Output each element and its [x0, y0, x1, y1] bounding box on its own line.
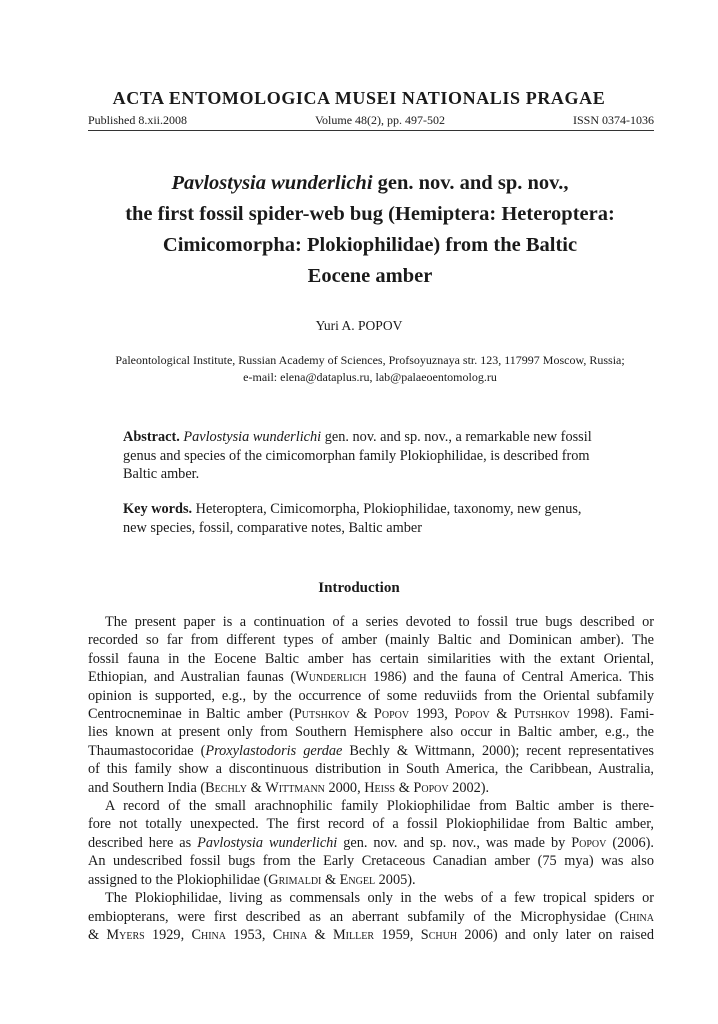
header-rule [88, 130, 654, 131]
paragraph-line: The Plokiophilidae, living as commensals only in the webs of a few tropical spiders or [105, 890, 654, 907]
title-line-3: Cimicomorpha: Plokiophilidae) from the Baltic [162, 234, 578, 256]
paragraph-line: recorded so far from different types of amber (mainly Baltic and Dominican amber). The [88, 632, 654, 649]
paragraph-line: & Myers 1929, China 1953, China & Miller 1959, Schuh 2006) and only later on raised [88, 926, 654, 943]
published-date: Published 8.xii.2008 [88, 113, 188, 127]
paragraph-line: fossil fauna in the Eocene Baltic amber has certain similarities with the extant Oriental, [88, 650, 654, 667]
paragraph-line: assigned to the Plokiophilidae (Grimaldi & Engel 2005). [88, 871, 416, 888]
paragraph-line: fore not totally unexpected. The first record of a fossil Plokiophilidae from Baltic amber, [88, 816, 654, 833]
title-line-4: Eocene amber [307, 265, 433, 287]
section-heading: Introduction [318, 580, 400, 596]
paragraph-line: The present paper is a continuation of a series devoted to fossil true bugs described or [105, 614, 654, 630]
author-name: Yuri A. POPOV [315, 318, 403, 333]
keywords-label: Key words. [123, 501, 193, 517]
volume-pages: Volume 48(2), pp. 497-502 [314, 113, 446, 127]
paragraph-line: described here as Pavlostysia wunderlichi gen. nov. and sp. nov., was made by Popov (2006). [88, 834, 655, 851]
paragraph-line: and Southern India (Bechly & Wittmann 2000, Heiss & Popov 2002). [88, 779, 490, 796]
journal-title: ACTA ENTOMOLOGICA MUSEI NATIONALIS PRAGAE [112, 88, 606, 108]
abstract-label: Abstract. [123, 429, 180, 445]
publication-line [88, 113, 654, 128]
issn: ISSN 0374-1036 [572, 113, 654, 127]
paragraph-line: Ethiopian, and Australian faunas (Wunderlich 1986) and the fauna of Central America. This [88, 669, 654, 686]
paragraph-line: Centrocneminae in Baltic amber (Putshkov & Popov 1993, Popov & Putshkov 1998). Fami- [88, 706, 654, 723]
title-line-1: Pavlostysia wunderlichi gen. nov. and sp. nov., [171, 172, 569, 194]
paragraph-line: lies known at present only from Southern Hemisphere also occur in Baltic amber, e.g., the [88, 724, 654, 741]
paragraph-line: of this family show a discontinuous distribution in South America, the Caribbean, Australia, [88, 761, 654, 778]
title-taxon: Pavlostysia wunderlichi [171, 172, 373, 194]
paragraph-line: opinion is supported, e.g., by the occurrence of some reduviids from the Oriental subfamily [88, 687, 654, 704]
paragraph-line: A record of the small arachnophilic family Plokiophilidae from Baltic amber is there- [105, 798, 654, 815]
article-title [90, 168, 650, 292]
paragraph-line: An undescribed fossil bugs from the Early Cretaceous Canadian amber (75 mya) was also [88, 853, 654, 870]
paragraph-line: Thaumastocoridae (Proxylastodoris gerdae Bechly & Wittmann, 2000); recent representatives [88, 742, 654, 759]
keywords: Key words. Heteroptera, Cimicomorpha, Plokiophilidae, taxonomy, new genus, new species, fossil, comparative notes, Baltic amber [123, 501, 582, 536]
affiliation [80, 352, 660, 386]
paragraph-line: embiopterans, were first described as an aberrant subfamily of the Microphysidae (China [88, 908, 654, 925]
abstract: Abstract. Pavlostysia wunderlichi gen. nov. and sp. nov., a remarkable new fossil genus and species of the cimicomorphan family Plokiophilidae, is described from Baltic amber. [123, 429, 592, 482]
affiliation-address: Paleontological Institute, Russian Academy of Sciences, Profsoyuznaya str. 123, 117997 Moscow, Russia; [115, 353, 625, 367]
affiliation-email: e-mail: elena@dataplus.ru, lab@palaeoentomolog.ru [243, 370, 497, 384]
body-text [88, 613, 654, 944]
title-line-2: the first fossil spider-web bug (Hemiptera: Heteroptera: [125, 203, 615, 225]
